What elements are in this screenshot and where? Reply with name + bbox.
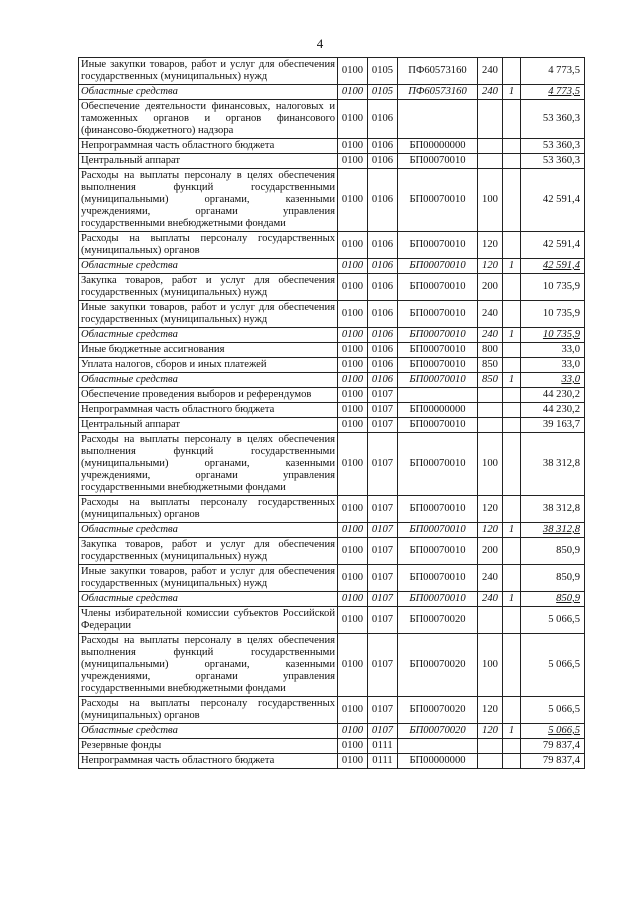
expense-type-code: 120 xyxy=(478,259,503,274)
target-code: БП00070010 xyxy=(398,523,478,538)
amount: 53 360,3 xyxy=(521,154,585,169)
amount: 5 066,5 xyxy=(521,607,585,634)
source-code: 1 xyxy=(503,373,521,388)
section-code: 0100 xyxy=(338,607,368,634)
subsection-code: 0106 xyxy=(368,154,398,169)
row-name: Обеспечение деятельности финансовых, налоговых и таможенных органов и органов финансового (финансово-бюджетного) надзора xyxy=(79,100,338,139)
target-code: БП00070010 xyxy=(398,373,478,388)
subsection-code: 0107 xyxy=(368,724,398,739)
subsection-code: 0106 xyxy=(368,343,398,358)
amount: 850,9 xyxy=(521,592,585,607)
source-code: 1 xyxy=(503,523,521,538)
section-code: 0100 xyxy=(338,433,368,496)
section-code: 0100 xyxy=(338,343,368,358)
expense-type-code: 850 xyxy=(478,373,503,388)
expense-type-code xyxy=(478,100,503,139)
row-name: Областные средства xyxy=(79,85,338,100)
amount: 33,0 xyxy=(521,343,585,358)
amount: 39 163,7 xyxy=(521,418,585,433)
row-name: Расходы на выплаты персоналу в целях обеспечения выполнения функций государственными (муниципальными) органами, казенными учреждениями, органами управления государственными внебюджетными фондами xyxy=(79,433,338,496)
expense-type-code: 240 xyxy=(478,85,503,100)
subsection-code: 0106 xyxy=(368,274,398,301)
subsection-code: 0107 xyxy=(368,523,398,538)
row-name: Закупка товаров, работ и услуг для обеспечения государственных (муниципальных) нужд xyxy=(79,274,338,301)
source-code: 1 xyxy=(503,259,521,274)
row-name: Расходы на выплаты персоналу государственных (муниципальных) органов xyxy=(79,232,338,259)
section-code: 0100 xyxy=(338,358,368,373)
row-name: Непрограммная часть областного бюджета xyxy=(79,139,338,154)
target-code: БП00070010 xyxy=(398,328,478,343)
source-code xyxy=(503,697,521,724)
table-row xyxy=(79,754,585,769)
target-code: БП00070010 xyxy=(398,259,478,274)
table-row xyxy=(79,100,585,139)
table-row xyxy=(79,523,585,538)
source-code xyxy=(503,232,521,259)
expense-type-code xyxy=(478,388,503,403)
row-name: Центральный аппарат xyxy=(79,418,338,433)
subsection-code: 0107 xyxy=(368,496,398,523)
amount: 10 735,9 xyxy=(521,328,585,343)
row-name: Расходы на выплаты персоналу в целях обеспечения выполнения функций государственными (муниципальными) органами, казенными учреждениями, органами управления государственными внебюджетными фондами xyxy=(79,634,338,697)
section-code: 0100 xyxy=(338,58,368,85)
target-code: БП00070010 xyxy=(398,418,478,433)
expense-type-code: 120 xyxy=(478,523,503,538)
amount: 850,9 xyxy=(521,565,585,592)
section-code: 0100 xyxy=(338,418,368,433)
amount: 42 591,4 xyxy=(521,232,585,259)
subsection-code: 0111 xyxy=(368,754,398,769)
source-code xyxy=(503,403,521,418)
expense-type-code xyxy=(478,154,503,169)
subsection-code: 0106 xyxy=(368,100,398,139)
source-code xyxy=(503,274,521,301)
target-code: БП00070010 xyxy=(398,301,478,328)
table-row xyxy=(79,403,585,418)
source-code xyxy=(503,607,521,634)
source-code xyxy=(503,433,521,496)
expense-type-code: 240 xyxy=(478,328,503,343)
target-code: БП00070010 xyxy=(398,154,478,169)
row-name: Уплата налогов, сборов и иных платежей xyxy=(79,358,338,373)
section-code: 0100 xyxy=(338,403,368,418)
target-code: БП00070020 xyxy=(398,607,478,634)
table-row xyxy=(79,724,585,739)
source-code xyxy=(503,388,521,403)
amount: 5 066,5 xyxy=(521,724,585,739)
target-code: БП00070020 xyxy=(398,634,478,697)
row-name: Расходы на выплаты персоналу государственных (муниципальных) органов xyxy=(79,496,338,523)
source-code xyxy=(503,100,521,139)
amount: 5 066,5 xyxy=(521,634,585,697)
target-code: БП00070010 xyxy=(398,358,478,373)
expense-type-code xyxy=(478,139,503,154)
expense-type-code: 100 xyxy=(478,433,503,496)
amount: 42 591,4 xyxy=(521,169,585,232)
row-name: Иные закупки товаров, работ и услуг для обеспечения государственных (муниципальных) нужд xyxy=(79,301,338,328)
source-code: 1 xyxy=(503,328,521,343)
table-row xyxy=(79,58,585,85)
source-code: 1 xyxy=(503,724,521,739)
subsection-code: 0107 xyxy=(368,403,398,418)
section-code: 0100 xyxy=(338,232,368,259)
section-code: 0100 xyxy=(338,169,368,232)
subsection-code: 0107 xyxy=(368,565,398,592)
table-row xyxy=(79,139,585,154)
table-row xyxy=(79,373,585,388)
table-row xyxy=(79,565,585,592)
section-code: 0100 xyxy=(338,565,368,592)
subsection-code: 0111 xyxy=(368,739,398,754)
table-row xyxy=(79,634,585,697)
expense-type-code: 800 xyxy=(478,343,503,358)
section-code: 0100 xyxy=(338,139,368,154)
subsection-code: 0106 xyxy=(368,373,398,388)
subsection-code: 0107 xyxy=(368,388,398,403)
row-name: Расходы на выплаты персоналу государственных (муниципальных) органов xyxy=(79,697,338,724)
table-row xyxy=(79,232,585,259)
target-code: БП00070010 xyxy=(398,496,478,523)
table-row xyxy=(79,85,585,100)
budget-table xyxy=(78,57,585,769)
row-name: Члены избирательной комиссии субъектов Российской Федерации xyxy=(79,607,338,634)
row-name: Областные средства xyxy=(79,373,338,388)
subsection-code: 0107 xyxy=(368,538,398,565)
table-row xyxy=(79,607,585,634)
row-name: Областные средства xyxy=(79,328,338,343)
table-row xyxy=(79,538,585,565)
expense-type-code xyxy=(478,403,503,418)
source-code xyxy=(503,739,521,754)
source-code xyxy=(503,565,521,592)
amount: 850,9 xyxy=(521,538,585,565)
section-code: 0100 xyxy=(338,697,368,724)
expense-type-code: 240 xyxy=(478,58,503,85)
amount: 79 837,4 xyxy=(521,754,585,769)
source-code xyxy=(503,538,521,565)
table-row xyxy=(79,697,585,724)
target-code: БП00000000 xyxy=(398,139,478,154)
table-row xyxy=(79,388,585,403)
table-row xyxy=(79,274,585,301)
target-code xyxy=(398,739,478,754)
expense-type-code xyxy=(478,418,503,433)
row-name: Областные средства xyxy=(79,523,338,538)
section-code: 0100 xyxy=(338,373,368,388)
source-code xyxy=(503,634,521,697)
section-code: 0100 xyxy=(338,259,368,274)
row-name: Иные закупки товаров, работ и услуг для обеспечения государственных (муниципальных) нужд xyxy=(79,58,338,85)
expense-type-code: 120 xyxy=(478,724,503,739)
expense-type-code: 240 xyxy=(478,592,503,607)
subsection-code: 0106 xyxy=(368,259,398,274)
source-code xyxy=(503,154,521,169)
source-code xyxy=(503,358,521,373)
target-code xyxy=(398,100,478,139)
amount: 79 837,4 xyxy=(521,739,585,754)
subsection-code: 0105 xyxy=(368,85,398,100)
source-code: 1 xyxy=(503,85,521,100)
amount: 10 735,9 xyxy=(521,301,585,328)
section-code: 0100 xyxy=(338,301,368,328)
target-code: БП00070010 xyxy=(398,592,478,607)
source-code xyxy=(503,343,521,358)
row-name: Закупка товаров, работ и услуг для обеспечения государственных (муниципальных) нужд xyxy=(79,538,338,565)
table-row xyxy=(79,154,585,169)
source-code xyxy=(503,754,521,769)
target-code: БП00000000 xyxy=(398,754,478,769)
expense-type-code: 120 xyxy=(478,232,503,259)
expense-type-code: 120 xyxy=(478,697,503,724)
table-row xyxy=(79,259,585,274)
section-code: 0100 xyxy=(338,100,368,139)
table-row xyxy=(79,496,585,523)
amount: 4 773,5 xyxy=(521,58,585,85)
target-code: БП00070020 xyxy=(398,697,478,724)
table-body xyxy=(79,58,585,769)
expense-type-code: 200 xyxy=(478,538,503,565)
table-row xyxy=(79,169,585,232)
section-code: 0100 xyxy=(338,538,368,565)
row-name: Расходы на выплаты персоналу в целях обеспечения выполнения функций государственными (муниципальными) органами, казенными учреждениями, органами управления государственными внебюджетными фондами xyxy=(79,169,338,232)
expense-type-code xyxy=(478,754,503,769)
expense-type-code: 240 xyxy=(478,565,503,592)
expense-type-code: 850 xyxy=(478,358,503,373)
section-code: 0100 xyxy=(338,754,368,769)
row-name: Центральный аппарат xyxy=(79,154,338,169)
subsection-code: 0106 xyxy=(368,358,398,373)
section-code: 0100 xyxy=(338,154,368,169)
expense-type-code: 100 xyxy=(478,634,503,697)
subsection-code: 0105 xyxy=(368,58,398,85)
table-row xyxy=(79,343,585,358)
section-code: 0100 xyxy=(338,724,368,739)
source-code: 1 xyxy=(503,592,521,607)
target-code: БП00070010 xyxy=(398,274,478,301)
row-name: Непрограммная часть областного бюджета xyxy=(79,403,338,418)
amount: 33,0 xyxy=(521,373,585,388)
subsection-code: 0107 xyxy=(368,433,398,496)
subsection-code: 0107 xyxy=(368,634,398,697)
source-code xyxy=(503,139,521,154)
amount: 44 230,2 xyxy=(521,403,585,418)
amount: 38 312,8 xyxy=(521,496,585,523)
target-code: БП00070010 xyxy=(398,343,478,358)
section-code: 0100 xyxy=(338,328,368,343)
row-name: Непрограммная часть областного бюджета xyxy=(79,754,338,769)
amount: 53 360,3 xyxy=(521,100,585,139)
amount: 42 591,4 xyxy=(521,259,585,274)
subsection-code: 0107 xyxy=(368,697,398,724)
table-row xyxy=(79,433,585,496)
source-code xyxy=(503,58,521,85)
amount: 33,0 xyxy=(521,358,585,373)
table-row xyxy=(79,328,585,343)
source-code xyxy=(503,169,521,232)
amount: 53 360,3 xyxy=(521,139,585,154)
target-code: БП00070020 xyxy=(398,724,478,739)
amount: 4 773,5 xyxy=(521,85,585,100)
row-name: Областные средства xyxy=(79,724,338,739)
page-number: 4 xyxy=(316,36,324,51)
expense-type-code xyxy=(478,739,503,754)
target-code xyxy=(398,388,478,403)
amount: 38 312,8 xyxy=(521,433,585,496)
amount: 5 066,5 xyxy=(521,697,585,724)
target-code: БП00070010 xyxy=(398,433,478,496)
amount: 38 312,8 xyxy=(521,523,585,538)
source-code xyxy=(503,301,521,328)
row-name: Областные средства xyxy=(79,259,338,274)
amount: 44 230,2 xyxy=(521,388,585,403)
table-row xyxy=(79,358,585,373)
section-code: 0100 xyxy=(338,634,368,697)
expense-type-code: 100 xyxy=(478,169,503,232)
amount: 10 735,9 xyxy=(521,274,585,301)
row-name: Резервные фонды xyxy=(79,739,338,754)
section-code: 0100 xyxy=(338,388,368,403)
row-name: Областные средства xyxy=(79,592,338,607)
target-code: БП00070010 xyxy=(398,232,478,259)
target-code: ПФ60573160 xyxy=(398,58,478,85)
target-code: БП00070010 xyxy=(398,169,478,232)
section-code: 0100 xyxy=(338,274,368,301)
section-code: 0100 xyxy=(338,85,368,100)
row-name: Обеспечение проведения выборов и референдумов xyxy=(79,388,338,403)
expense-type-code: 200 xyxy=(478,274,503,301)
source-code xyxy=(503,418,521,433)
subsection-code: 0106 xyxy=(368,301,398,328)
subsection-code: 0106 xyxy=(368,232,398,259)
source-code xyxy=(503,496,521,523)
section-code: 0100 xyxy=(338,496,368,523)
subsection-code: 0106 xyxy=(368,169,398,232)
row-name: Иные закупки товаров, работ и услуг для обеспечения государственных (муниципальных) нужд xyxy=(79,565,338,592)
expense-type-code: 240 xyxy=(478,301,503,328)
table-row xyxy=(79,301,585,328)
expense-type-code xyxy=(478,607,503,634)
subsection-code: 0107 xyxy=(368,607,398,634)
subsection-code: 0107 xyxy=(368,418,398,433)
row-name: Иные бюджетные ассигнования xyxy=(79,343,338,358)
expense-type-code: 120 xyxy=(478,496,503,523)
target-code: БП00070010 xyxy=(398,538,478,565)
subsection-code: 0106 xyxy=(368,139,398,154)
table-row xyxy=(79,418,585,433)
subsection-code: 0106 xyxy=(368,328,398,343)
subsection-code: 0107 xyxy=(368,592,398,607)
section-code: 0100 xyxy=(338,592,368,607)
target-code: БП00070010 xyxy=(398,565,478,592)
table-row xyxy=(79,592,585,607)
section-code: 0100 xyxy=(338,739,368,754)
target-code: БП00000000 xyxy=(398,403,478,418)
target-code: ПФ60573160 xyxy=(398,85,478,100)
section-code: 0100 xyxy=(338,523,368,538)
table-row xyxy=(79,739,585,754)
